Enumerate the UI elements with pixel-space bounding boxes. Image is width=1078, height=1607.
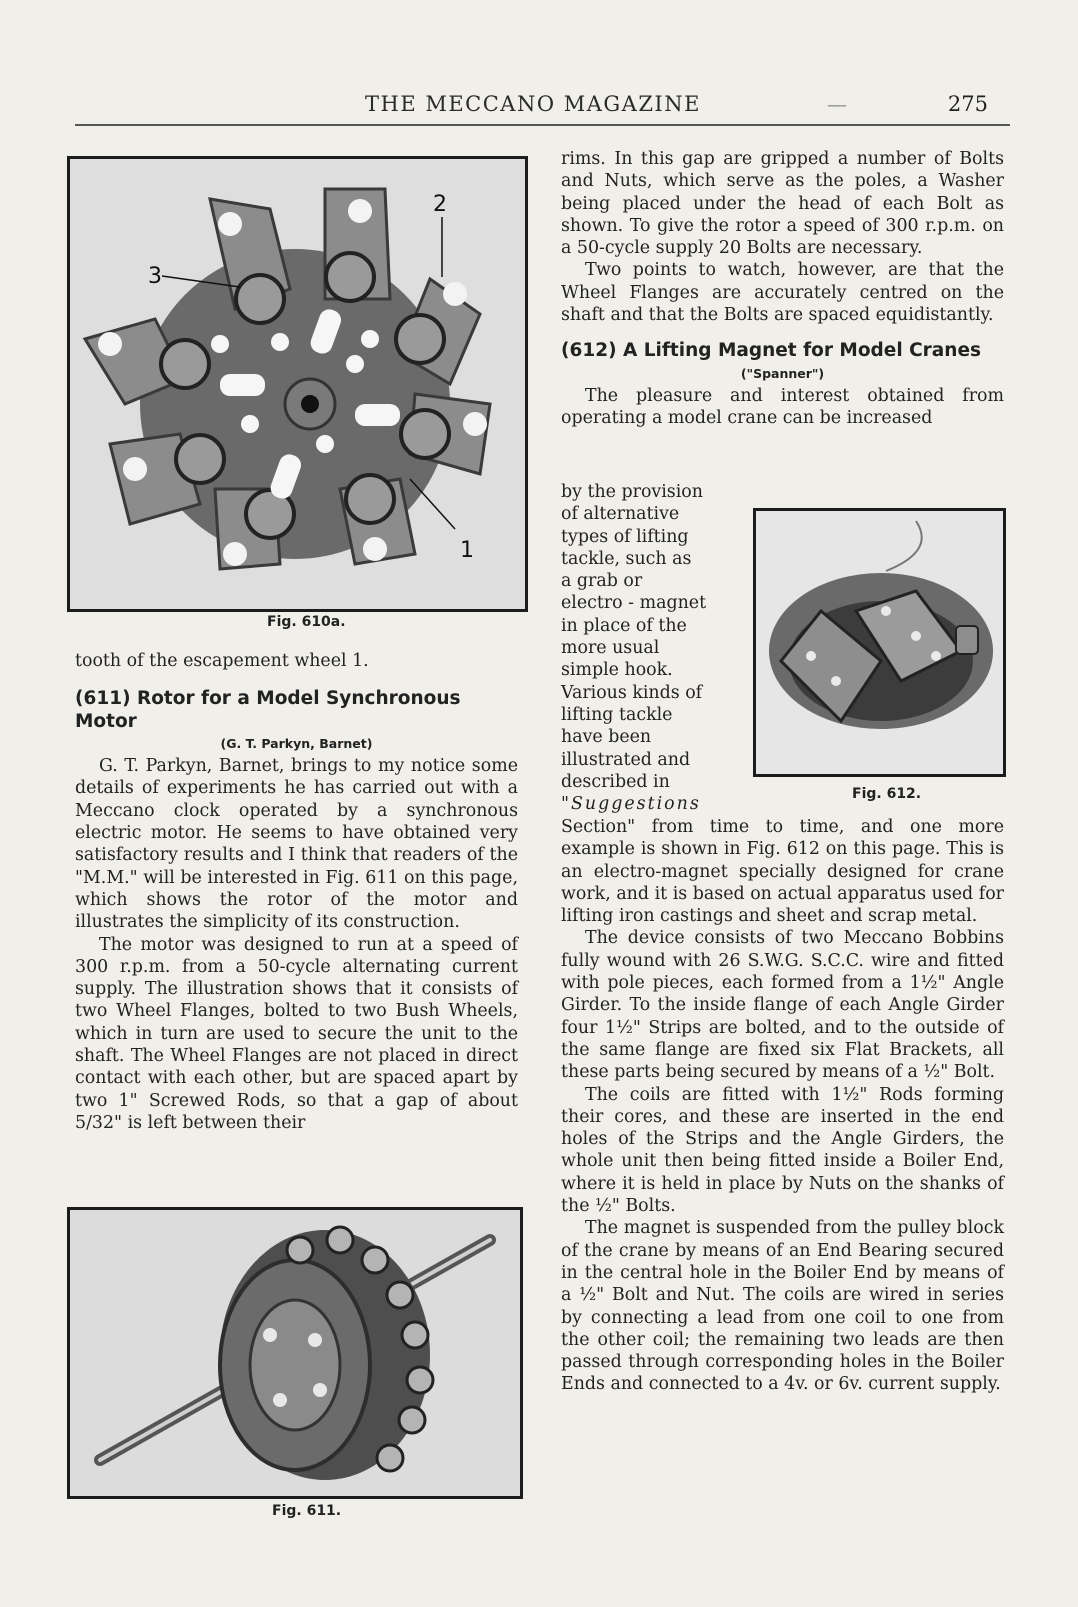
narrow-line: have been [561, 727, 652, 748]
narrow-line: simple hook. [561, 660, 673, 681]
section-611-paragraph-2: The motor was designed to run at a speed of 300 r.p.m. from a 50-cycle alternating current supply. The illustration shows that it consists of two Wheel Flanges, bolted to two Bush Wheels, which in turn are used to secure the unit to the shaft. The Wheel Flanges are not placed in direct contact with each other, but are spaced apart by two 1" Screwed Rods, so that a gap of about 5/32" is left between their [75, 934, 518, 1133]
section-612-byline: ("Spanner") [740, 365, 825, 381]
header-dash: — [827, 92, 847, 116]
narrow-line: of alternative [561, 504, 680, 525]
narrow-line: types of lifting [561, 526, 689, 547]
narrow-line: "Suggestions [561, 794, 701, 815]
narrow-line: electro - magnet [561, 593, 707, 614]
narrow-line: by the provision [561, 482, 703, 502]
figure-611 [67, 1207, 523, 1499]
label-3: 3 [148, 264, 162, 289]
narrow-line: described in [561, 771, 670, 792]
narrow-line: in place of the [561, 615, 687, 636]
narrow-line: illustrated and [561, 749, 691, 770]
header-rule [75, 124, 1010, 126]
rotor-plate-photo [70, 159, 525, 609]
figure-610a [67, 156, 528, 612]
section-612-title: (612) A Lifting Magnet for Model Cranes [561, 340, 982, 362]
caption-fig-611: Fig. 611. [272, 1503, 342, 1519]
section-611-byline: (G. T. Parkyn, Barnet) [220, 735, 373, 751]
caption-fig-610a: Fig. 610a. [267, 614, 346, 630]
narrow-line: Various kinds of [561, 682, 703, 703]
right-column-bottom [561, 816, 1004, 1396]
narrow-line: lifting tackle [561, 704, 673, 725]
narrow-line: a grab or [561, 571, 643, 592]
lifting-magnet-photo [756, 511, 1003, 774]
page-number: 275 [947, 92, 988, 116]
section-612-paragraph-1-rest: Section" from time to time, and one more example is shown in Fig. 612 on this page. This is an electro-magnet specially designed for crane work, and it is based on actual apparatus used for lifting iron castings and sheet and scrap metal. [561, 817, 1004, 927]
section-611-paragraph-1: G. T. Parkyn, Barnet, brings to my notice some details of experiments he has carried out with a Meccano clock operated by a synchronous electric motor. He seems to have obtained very satisfactory results and I think that readers of the "M.M." will be interested in Fig. 611 on this page, which shows the rotor of the motor and illustrates the simplicity of its construction. [75, 756, 518, 933]
rotor-photo [70, 1210, 520, 1496]
section-611-title: (611) Rotor for a Model Synchronous Motor [75, 688, 461, 732]
left-column [75, 650, 518, 1134]
figure-612 [753, 508, 1006, 777]
label-2: 2 [433, 192, 447, 217]
narrow-line: more usual [561, 638, 660, 659]
section-612-paragraph-2: The device consists of two Meccano Bobbins fully wound with 26 S.W.G. S.C.C. wire and fitted with pole pieces, each formed from a 1½" Angle Girder. To the inside flange of each Angle Girder four 1½" Strips are bolted, and to the outside of the same flange are fixed six Flat Brackets, all these parts being secured by means of a ½" Bolt. [561, 928, 1004, 1083]
continuation-paragraph-1: rims. In this gap are gripped a number of Bolts and Nuts, which serve as the poles, a Washer being placed under the head of each Bolt as shown. To give the rotor a speed of 300 r.p.m. on a 50-cycle supply 20 Bolts are necessary. [561, 149, 1004, 259]
narrow-line: tackle, such as [561, 548, 692, 569]
narrow-column [561, 481, 733, 815]
continuation-paragraph-2: Two points to watch, however, are that the Wheel Flanges are accurately centred on the shaft and that the Bolts are spaced equidistantly. [561, 260, 1004, 326]
page-header [75, 90, 1010, 122]
label-1: 1 [460, 538, 474, 563]
magazine-title: THE MECCANO MAGAZINE [365, 92, 701, 116]
section-612-lead: The pleasure and interest obtained from operating a model crane can be increased [561, 385, 1004, 429]
section-612-paragraph-3: The coils are fitted with 1½" Rods forming their cores, and these are inserted in the end holes of the Strips and the Angle Girders, the whole unit then being fitted inside a Boiler End, where it is held in place by Nuts on the shanks of the ½" Bolts. [561, 1084, 1004, 1217]
continuation-text: tooth of the escapement wheel 1. [75, 651, 369, 671]
caption-fig-612: Fig. 612. [852, 786, 922, 802]
section-612-paragraph-4: The magnet is suspended from the pulley block of the crane by means of an End Bearing secured in the central hole in the Boiler End by means of a ½" Bolt and Nut. The coils are wired in series by connecting a lead from one coil to one from the other coil; the remaining two leads are then passed through corresponding holes in the Boiler Ends and connected to a 4v. or 6v. current supply. [561, 1218, 1004, 1395]
right-column-top [561, 148, 1004, 430]
